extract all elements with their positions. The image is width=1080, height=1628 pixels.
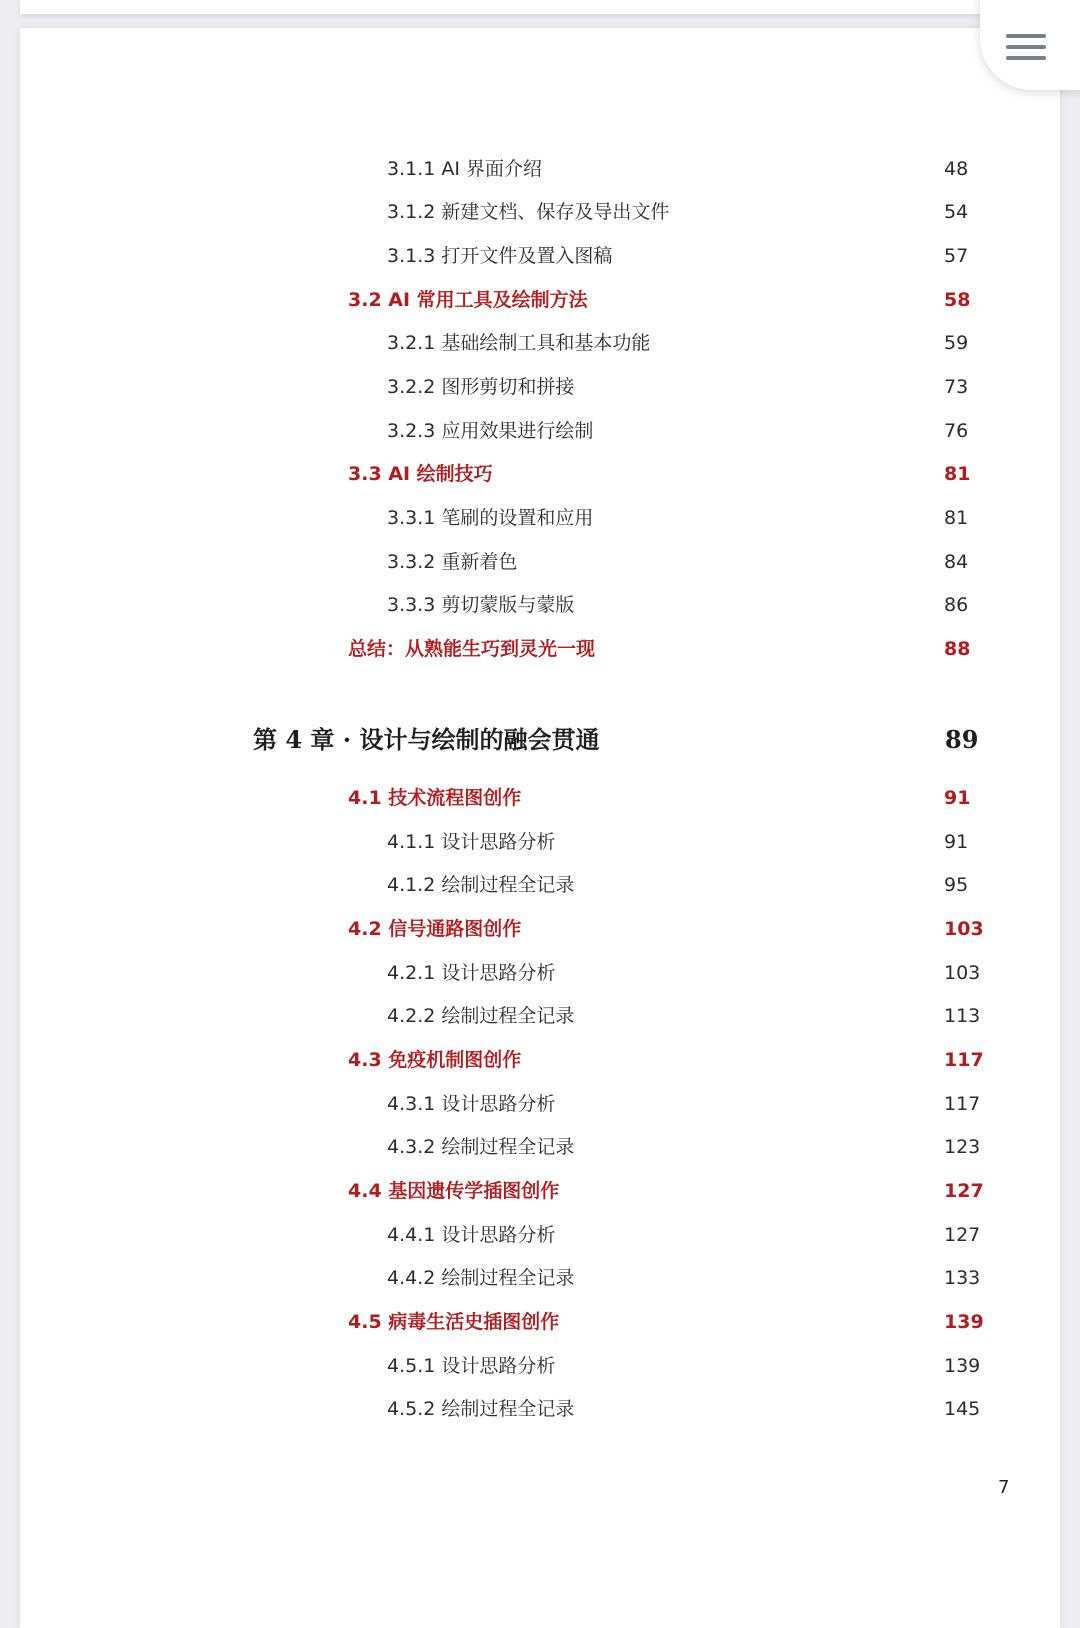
previous-page-edge [20,0,1020,14]
page-number: 7 [998,1477,1010,1498]
toc-entry-page: 127 [944,1180,984,1202]
toc-entry-title: 3.1.2 新建文档、保存及导出文件 [387,201,670,223]
toc-entry-page: 54 [944,201,969,223]
toc-entry-title: 3.3 AI 绘制技巧 [348,463,493,485]
toc-section-entry[interactable] [0,1042,1080,1078]
toc-section-entry[interactable] [0,631,1080,667]
toc-entry-title: 3.2 AI 常用工具及绘制方法 [348,289,588,311]
toc-entry-page: 73 [944,376,969,398]
toc-entry-title: 3.2.1 基础绘制工具和基本功能 [387,332,651,354]
toc-entry-title: 总结：从熟能生巧到灵光一现 [348,638,596,660]
toc-entry-title: 4.2.1 设计思路分析 [387,962,556,984]
toc-subsection-entry[interactable] [0,369,1080,405]
toc-section-entry[interactable] [0,456,1080,492]
toc-entry-title: 3.1.1 AI 界面介绍 [387,158,543,180]
toc-subsection-entry[interactable] [0,413,1080,449]
toc-entry-title: 4.4.2 绘制过程全记录 [387,1267,575,1289]
toc-entry-page: 91 [944,787,971,809]
toc-entry-title: 4.2.2 绘制过程全记录 [387,1005,575,1027]
toc-entry-page: 117 [944,1093,981,1115]
toc-subsection-entry[interactable] [0,1391,1080,1427]
toc-entry-title: 3.2.3 应用效果进行绘制 [387,420,594,442]
toc-entry-title: 3.3.2 重新着色 [387,551,518,573]
toc-entry-title: 4.5 病毒生活史插图创作 [348,1311,560,1333]
toc-subsection-entry[interactable] [0,1260,1080,1296]
toc-entry-title: 第 4 章 · 设计与绘制的融会贯通 [253,725,600,754]
toc-subsection-entry[interactable] [0,587,1080,623]
toc-entry-title: 3.3.3 剪切蒙版与蒙版 [387,594,575,616]
toc-subsection-entry[interactable] [0,824,1080,860]
toc-entry-page: 58 [944,289,971,311]
toc-section-entry[interactable] [0,1304,1080,1340]
toc-subsection-entry[interactable] [0,867,1080,903]
toc-entry-page: 48 [944,158,969,180]
toc-entry-page: 91 [944,831,969,853]
toc-entry-title: 3.3.1 笔刷的设置和应用 [387,507,594,529]
toc-section-entry[interactable] [0,1173,1080,1209]
toc-section-entry[interactable] [0,780,1080,816]
toc-entry-page: 113 [944,1005,981,1027]
toc-entry-page: 95 [944,874,969,896]
toc-entry-page: 86 [944,594,969,616]
toc-entry-title: 4.2 信号通路图创作 [348,918,522,940]
toc-entry-page: 139 [944,1355,981,1377]
toc-entry-page: 133 [944,1267,981,1289]
toc-entry-page: 81 [944,463,971,485]
toc-entry-page: 123 [944,1136,981,1158]
toc-subsection-entry[interactable] [0,955,1080,991]
toc-entry-title: 4.5.1 设计思路分析 [387,1355,556,1377]
toc-entry-page: 89 [945,725,979,754]
toc-subsection-entry[interactable] [0,998,1080,1034]
toc-entry-page: 84 [944,551,969,573]
toc-subsection-entry[interactable] [0,1129,1080,1165]
toc-entry-title: 4.4 基因遗传学插图创作 [348,1180,560,1202]
toc-entry-page: 57 [944,245,969,267]
toc-section-entry[interactable] [0,911,1080,947]
toc-entry-title: 4.4.1 设计思路分析 [387,1224,556,1246]
toc-entry-page: 76 [944,420,969,442]
toc-section-entry[interactable] [0,282,1080,318]
toc-subsection-entry[interactable] [0,151,1080,187]
toc-entry-title: 4.1 技术流程图创作 [348,787,522,809]
toc-entry-page: 59 [944,332,969,354]
toc-entry-page: 88 [944,638,971,660]
toc-entry-title: 4.3 免疫机制图创作 [348,1049,522,1071]
toc-subsection-entry[interactable] [0,1086,1080,1122]
toc-subsection-entry[interactable] [0,1217,1080,1253]
toc-subsection-entry[interactable] [0,1348,1080,1384]
toc-entry-title: 4.5.2 绘制过程全记录 [387,1398,575,1420]
toc-entry-page: 145 [944,1398,981,1420]
toc-entry-page: 117 [944,1049,984,1071]
hamburger-menu-icon [1006,34,1046,67]
toc-entry-title: 3.1.3 打开文件及置入图稿 [387,245,613,267]
toc-entry-page: 103 [944,962,981,984]
toc-chapter-entry[interactable] [0,720,1080,756]
toc-entry-title: 3.2.2 图形剪切和拼接 [387,376,575,398]
toc-subsection-entry[interactable] [0,325,1080,361]
toc-subsection-entry[interactable] [0,500,1080,536]
toc-subsection-entry[interactable] [0,194,1080,230]
toc-subsection-entry[interactable] [0,238,1080,274]
toc-entry-title: 4.3.1 设计思路分析 [387,1093,556,1115]
menu-button[interactable] [980,0,1080,90]
toc-entry-page: 81 [944,507,969,529]
toc-subsection-entry[interactable] [0,544,1080,580]
toc-entry-page: 127 [944,1224,981,1246]
toc-entry-title: 4.3.2 绘制过程全记录 [387,1136,575,1158]
toc-entry-title: 4.1.2 绘制过程全记录 [387,874,575,896]
toc-entry-page: 139 [944,1311,984,1333]
toc-entry-page: 103 [944,918,984,940]
toc-entry-title: 4.1.1 设计思路分析 [387,831,556,853]
